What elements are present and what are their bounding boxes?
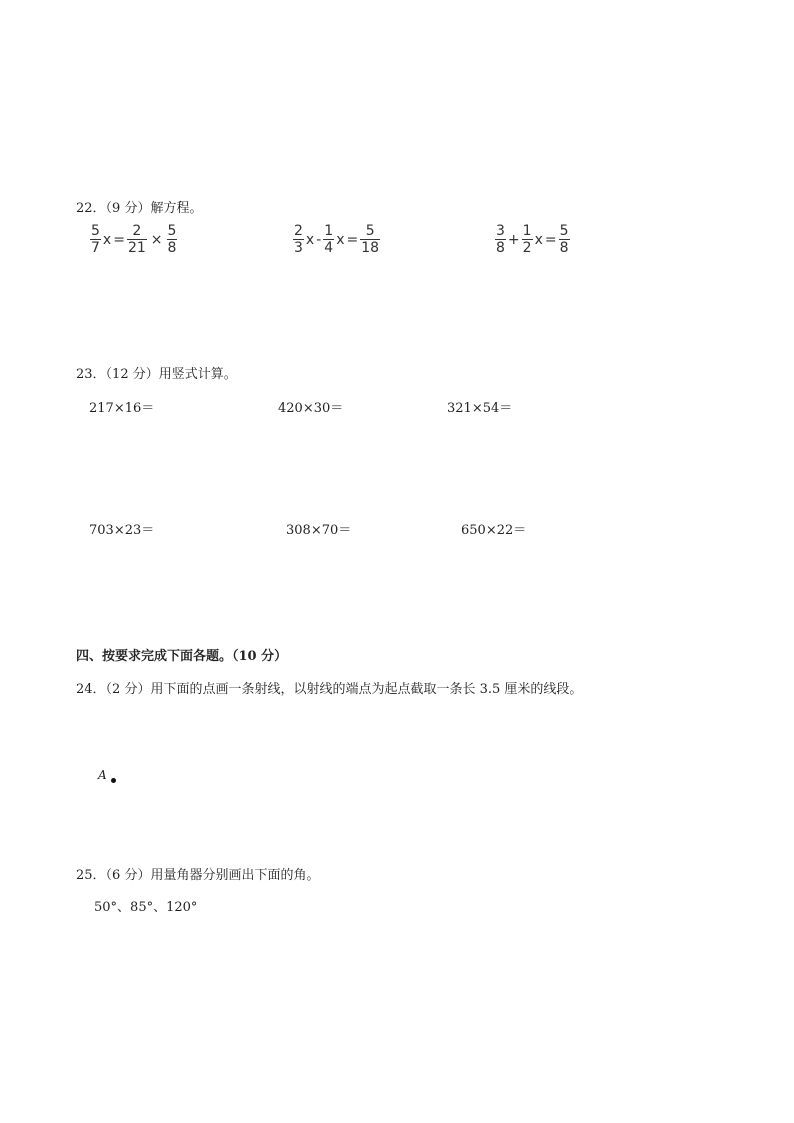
calc-item-4: 703×23＝ [89, 523, 155, 538]
q24-title: 24．（2 分）用下面的点画一条射线，以射线的端点为起点截取一条长 3.5 厘米的线段。 [76, 682, 583, 697]
denominator: 8 [559, 240, 569, 256]
q25-title: 25．（6 分）用量角器分别画出下面的角。 [76, 868, 320, 883]
denominator: 8 [496, 240, 505, 256]
point-a-dot [111, 778, 116, 783]
denominator: 18 [361, 240, 380, 256]
fraction [559, 224, 570, 255]
plus-sign: + [507, 231, 520, 248]
numerator: 5 [167, 223, 177, 239]
q23-title: 23．（12 分）用竖式计算。 [76, 367, 237, 382]
calc-item-5: 308×70＝ [286, 523, 352, 538]
calc-item-1: 217×16＝ [89, 401, 155, 416]
variable-x: x [305, 231, 315, 248]
numerator: 3 [496, 223, 505, 239]
calc-item-2: 420×30＝ [278, 401, 344, 416]
equation-2 [292, 224, 381, 255]
equals-sign: = [113, 231, 125, 248]
variable-x: x [336, 231, 345, 248]
calc-item-3: 321×54＝ [447, 401, 513, 416]
numerator: 5 [91, 223, 100, 239]
section-4-heading: 四、按要求完成下面各题。（10 分） [76, 649, 288, 664]
numerator: 2 [294, 223, 303, 239]
fraction [495, 224, 506, 255]
denominator: 21 [127, 240, 146, 256]
equation-3 [494, 224, 571, 255]
point-a-label: A [98, 768, 107, 782]
denominator: 8 [167, 240, 177, 256]
fraction [323, 224, 334, 255]
numerator: 5 [559, 223, 569, 239]
fraction [167, 224, 178, 255]
minus-sign: - [316, 231, 322, 248]
numerator: 5 [365, 223, 375, 239]
fraction [522, 224, 533, 255]
denominator: 7 [91, 240, 100, 256]
times-sign: × [150, 231, 163, 248]
denominator: 3 [294, 240, 303, 256]
equals-sign: = [346, 231, 359, 248]
fraction [127, 224, 147, 255]
q22-title: 22．（9 分）解方程。 [76, 201, 203, 216]
fraction [293, 224, 304, 255]
calc-item-6: 650×22＝ [461, 523, 527, 538]
equation-1 [89, 224, 178, 255]
numerator: 2 [132, 223, 142, 239]
variable-x: x [102, 231, 112, 248]
denominator: 2 [522, 240, 532, 256]
fraction [360, 224, 380, 255]
fraction [90, 224, 101, 255]
denominator: 4 [324, 240, 334, 256]
angle-list: 50°、85°、120° [94, 900, 198, 915]
equals-sign: = [544, 231, 557, 248]
numerator: 1 [522, 223, 532, 239]
variable-x: x [534, 231, 543, 248]
numerator: 1 [324, 223, 334, 239]
